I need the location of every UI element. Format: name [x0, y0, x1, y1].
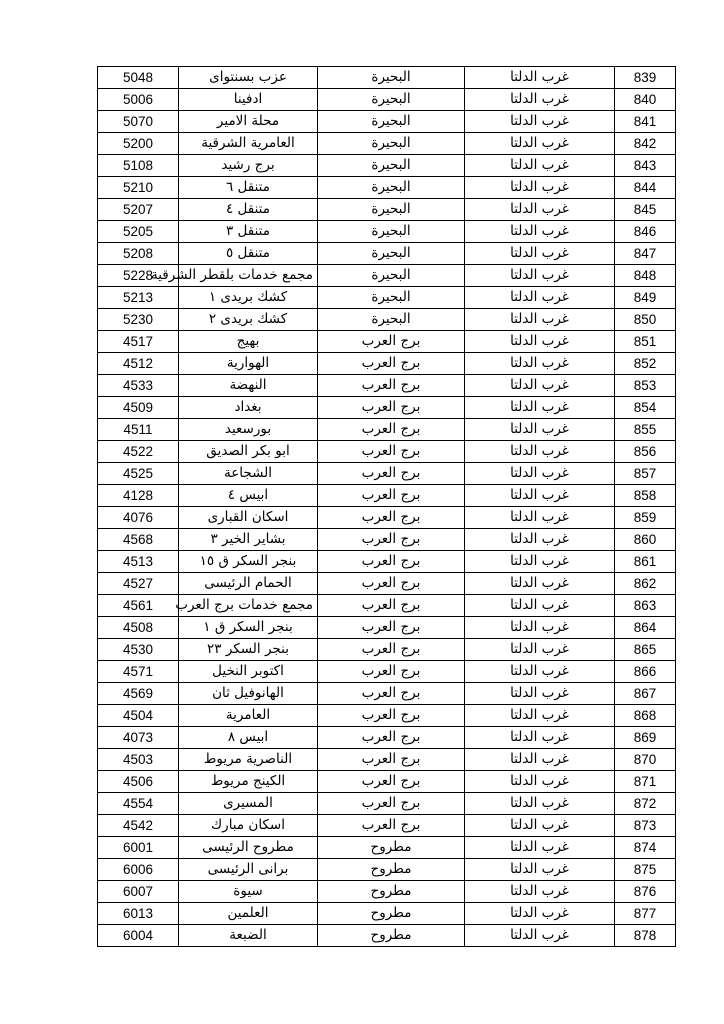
office-code-cell: 5200	[98, 133, 179, 155]
table-row	[98, 419, 676, 441]
serial-number-cell: 872	[615, 793, 676, 815]
office-code-cell: 5006	[98, 89, 179, 111]
governorate-cell: برج العرب	[318, 617, 465, 639]
office-name-cell: ابيس ٤	[179, 485, 318, 507]
office-name-cell: بهيج	[179, 331, 318, 353]
governorate-cell: البحيرة	[318, 111, 465, 133]
governorate-cell: مطروح	[318, 881, 465, 903]
serial-number-cell: 863	[615, 595, 676, 617]
office-name-cell: الحمام الرئيسى	[179, 573, 318, 595]
region-cell: غرب الدلتا	[465, 243, 615, 265]
region-cell: غرب الدلتا	[465, 199, 615, 221]
office-code-cell: 6006	[98, 859, 179, 881]
serial-number-cell: 866	[615, 661, 676, 683]
governorate-cell: برج العرب	[318, 441, 465, 463]
office-name-cell: برانى الرئيسى	[179, 859, 318, 881]
governorate-cell: برج العرب	[318, 485, 465, 507]
table-row	[98, 243, 676, 265]
office-name-cell: العامرية الشرقية	[179, 133, 318, 155]
office-name-cell: الكينج مريوط	[179, 771, 318, 793]
governorate-cell: برج العرب	[318, 749, 465, 771]
serial-number-cell: 874	[615, 837, 676, 859]
document-page	[97, 66, 664, 947]
governorate-cell: برج العرب	[318, 661, 465, 683]
serial-number-cell: 852	[615, 353, 676, 375]
governorate-cell: مطروح	[318, 837, 465, 859]
office-code-cell: 4508	[98, 617, 179, 639]
serial-number-cell: 842	[615, 133, 676, 155]
office-code-cell: 4561	[98, 595, 179, 617]
table-row	[98, 67, 676, 89]
table-row	[98, 903, 676, 925]
region-cell: غرب الدلتا	[465, 793, 615, 815]
table-row	[98, 485, 676, 507]
serial-number-cell: 864	[615, 617, 676, 639]
region-cell: غرب الدلتا	[465, 441, 615, 463]
office-code-cell: 5205	[98, 221, 179, 243]
region-cell: غرب الدلتا	[465, 837, 615, 859]
table-row	[98, 551, 676, 573]
office-name-cell: متنقل ٤	[179, 199, 318, 221]
office-name-cell: بورسعيد	[179, 419, 318, 441]
office-name-cell: الهانوفيل ثان	[179, 683, 318, 705]
table-row	[98, 265, 676, 287]
table-row	[98, 463, 676, 485]
serial-number-cell: 839	[615, 67, 676, 89]
governorate-cell: مطروح	[318, 925, 465, 947]
serial-number-cell: 873	[615, 815, 676, 837]
governorate-cell: برج العرب	[318, 331, 465, 353]
office-code-cell: 5048	[98, 67, 179, 89]
office-code-cell: 4511	[98, 419, 179, 441]
region-cell: غرب الدلتا	[465, 353, 615, 375]
table-row	[98, 573, 676, 595]
governorate-cell: برج العرب	[318, 419, 465, 441]
region-cell: غرب الدلتا	[465, 925, 615, 947]
region-cell: غرب الدلتا	[465, 815, 615, 837]
office-code-cell: 5108	[98, 155, 179, 177]
office-name-cell: مجمع خدمات بلقطر الشرقية	[179, 265, 318, 287]
post-office-table	[97, 66, 676, 947]
office-name-cell: اسكان القبارى	[179, 507, 318, 529]
office-code-cell: 4128	[98, 485, 179, 507]
serial-number-cell: 868	[615, 705, 676, 727]
office-code-cell: 6013	[98, 903, 179, 925]
governorate-cell: البحيرة	[318, 309, 465, 331]
office-code-cell: 4512	[98, 353, 179, 375]
office-name-cell: الهوارية	[179, 353, 318, 375]
table-row	[98, 89, 676, 111]
region-cell: غرب الدلتا	[465, 727, 615, 749]
governorate-cell: برج العرب	[318, 353, 465, 375]
table-row	[98, 815, 676, 837]
office-code-cell: 6004	[98, 925, 179, 947]
serial-number-cell: 871	[615, 771, 676, 793]
office-code-cell: 5207	[98, 199, 179, 221]
table-row	[98, 859, 676, 881]
office-code-cell: 4506	[98, 771, 179, 793]
region-cell: غرب الدلتا	[465, 881, 615, 903]
governorate-cell: برج العرب	[318, 463, 465, 485]
office-name-cell: متنقل ٥	[179, 243, 318, 265]
serial-number-cell: 840	[615, 89, 676, 111]
office-name-cell: برج رشيد	[179, 155, 318, 177]
office-code-cell: 4542	[98, 815, 179, 837]
serial-number-cell: 877	[615, 903, 676, 925]
region-cell: غرب الدلتا	[465, 155, 615, 177]
office-code-cell: 4517	[98, 331, 179, 353]
governorate-cell: مطروح	[318, 903, 465, 925]
office-name-cell: محلة الامير	[179, 111, 318, 133]
table-row	[98, 727, 676, 749]
serial-number-cell: 853	[615, 375, 676, 397]
office-name-cell: بنجر السكر ٢٣	[179, 639, 318, 661]
table-row	[98, 705, 676, 727]
office-code-cell: 4530	[98, 639, 179, 661]
office-name-cell: الناصرية مريوط	[179, 749, 318, 771]
table-row	[98, 771, 676, 793]
region-cell: غرب الدلتا	[465, 573, 615, 595]
table-body	[98, 67, 676, 947]
region-cell: غرب الدلتا	[465, 639, 615, 661]
table-row	[98, 287, 676, 309]
governorate-cell: برج العرب	[318, 573, 465, 595]
office-name-cell: النهضة	[179, 375, 318, 397]
office-name-cell: العامرية	[179, 705, 318, 727]
serial-number-cell: 854	[615, 397, 676, 419]
region-cell: غرب الدلتا	[465, 397, 615, 419]
governorate-cell: برج العرب	[318, 727, 465, 749]
table-row	[98, 749, 676, 771]
region-cell: غرب الدلتا	[465, 617, 615, 639]
office-code-cell: 4533	[98, 375, 179, 397]
table-row	[98, 221, 676, 243]
governorate-cell: البحيرة	[318, 133, 465, 155]
table-row	[98, 155, 676, 177]
serial-number-cell: 851	[615, 331, 676, 353]
office-name-cell: متنقل ٣	[179, 221, 318, 243]
region-cell: غرب الدلتا	[465, 705, 615, 727]
office-name-cell: ابيس ٨	[179, 727, 318, 749]
region-cell: غرب الدلتا	[465, 903, 615, 925]
table-row	[98, 375, 676, 397]
serial-number-cell: 860	[615, 529, 676, 551]
governorate-cell: مطروح	[318, 859, 465, 881]
region-cell: غرب الدلتا	[465, 463, 615, 485]
region-cell: غرب الدلتا	[465, 551, 615, 573]
office-code-cell: 5208	[98, 243, 179, 265]
region-cell: غرب الدلتا	[465, 683, 615, 705]
region-cell: غرب الدلتا	[465, 331, 615, 353]
table-row	[98, 793, 676, 815]
office-name-cell: اسكان مبارك	[179, 815, 318, 837]
region-cell: غرب الدلتا	[465, 309, 615, 331]
region-cell: غرب الدلتا	[465, 749, 615, 771]
table-row	[98, 661, 676, 683]
governorate-cell: برج العرب	[318, 595, 465, 617]
serial-number-cell: 845	[615, 199, 676, 221]
governorate-cell: برج العرب	[318, 815, 465, 837]
governorate-cell: برج العرب	[318, 507, 465, 529]
office-name-cell: العلمين	[179, 903, 318, 925]
table-row	[98, 925, 676, 947]
serial-number-cell: 856	[615, 441, 676, 463]
office-code-cell: 5230	[98, 309, 179, 331]
office-name-cell: بغداد	[179, 397, 318, 419]
serial-number-cell: 843	[615, 155, 676, 177]
governorate-cell: برج العرب	[318, 771, 465, 793]
region-cell: غرب الدلتا	[465, 111, 615, 133]
serial-number-cell: 869	[615, 727, 676, 749]
governorate-cell: برج العرب	[318, 705, 465, 727]
office-name-cell: كشك بريدى ١	[179, 287, 318, 309]
office-name-cell: كشك بريدى ٢	[179, 309, 318, 331]
region-cell: غرب الدلتا	[465, 507, 615, 529]
office-code-cell: 6001	[98, 837, 179, 859]
table-row	[98, 309, 676, 331]
region-cell: غرب الدلتا	[465, 287, 615, 309]
serial-number-cell: 847	[615, 243, 676, 265]
serial-number-cell: 875	[615, 859, 676, 881]
governorate-cell: البحيرة	[318, 265, 465, 287]
serial-number-cell: 878	[615, 925, 676, 947]
serial-number-cell: 861	[615, 551, 676, 573]
serial-number-cell: 870	[615, 749, 676, 771]
governorate-cell: برج العرب	[318, 551, 465, 573]
governorate-cell: البحيرة	[318, 199, 465, 221]
office-code-cell: 4522	[98, 441, 179, 463]
region-cell: غرب الدلتا	[465, 529, 615, 551]
office-code-cell: 4503	[98, 749, 179, 771]
region-cell: غرب الدلتا	[465, 221, 615, 243]
office-code-cell: 5070	[98, 111, 179, 133]
region-cell: غرب الدلتا	[465, 485, 615, 507]
region-cell: غرب الدلتا	[465, 133, 615, 155]
governorate-cell: برج العرب	[318, 639, 465, 661]
office-code-cell: 4513	[98, 551, 179, 573]
serial-number-cell: 862	[615, 573, 676, 595]
table-row	[98, 639, 676, 661]
office-name-cell: بنجر السكر ق ١	[179, 617, 318, 639]
region-cell: غرب الدلتا	[465, 661, 615, 683]
office-name-cell: ادفينا	[179, 89, 318, 111]
region-cell: غرب الدلتا	[465, 67, 615, 89]
governorate-cell: برج العرب	[318, 529, 465, 551]
governorate-cell: البحيرة	[318, 221, 465, 243]
table-row	[98, 353, 676, 375]
governorate-cell: البحيرة	[318, 155, 465, 177]
serial-number-cell: 841	[615, 111, 676, 133]
table-row	[98, 529, 676, 551]
table-row	[98, 617, 676, 639]
office-code-cell: 5213	[98, 287, 179, 309]
office-name-cell: ابو بكر الصديق	[179, 441, 318, 463]
region-cell: غرب الدلتا	[465, 595, 615, 617]
table-row	[98, 837, 676, 859]
serial-number-cell: 846	[615, 221, 676, 243]
office-code-cell: 6007	[98, 881, 179, 903]
table-row	[98, 441, 676, 463]
office-name-cell: بنجر السكر ق ١٥	[179, 551, 318, 573]
region-cell: غرب الدلتا	[465, 419, 615, 441]
governorate-cell: برج العرب	[318, 375, 465, 397]
table-row	[98, 397, 676, 419]
serial-number-cell: 844	[615, 177, 676, 199]
office-code-cell: 4568	[98, 529, 179, 551]
office-code-cell: 4554	[98, 793, 179, 815]
region-cell: غرب الدلتا	[465, 859, 615, 881]
serial-number-cell: 857	[615, 463, 676, 485]
office-name-cell: متنقل ٦	[179, 177, 318, 199]
serial-number-cell: 865	[615, 639, 676, 661]
region-cell: غرب الدلتا	[465, 265, 615, 287]
office-code-cell: 5210	[98, 177, 179, 199]
office-name-cell: مطروح الرئيسى	[179, 837, 318, 859]
serial-number-cell: 867	[615, 683, 676, 705]
table-row	[98, 133, 676, 155]
table-row	[98, 881, 676, 903]
serial-number-cell: 848	[615, 265, 676, 287]
office-code-cell: 5228	[98, 265, 179, 287]
serial-number-cell: 876	[615, 881, 676, 903]
serial-number-cell: 859	[615, 507, 676, 529]
governorate-cell: البحيرة	[318, 89, 465, 111]
office-code-cell: 4076	[98, 507, 179, 529]
governorate-cell: برج العرب	[318, 397, 465, 419]
office-name-cell: المسيرى	[179, 793, 318, 815]
table-row	[98, 507, 676, 529]
governorate-cell: برج العرب	[318, 793, 465, 815]
serial-number-cell: 849	[615, 287, 676, 309]
office-code-cell: 4504	[98, 705, 179, 727]
serial-number-cell: 858	[615, 485, 676, 507]
office-code-cell: 4571	[98, 661, 179, 683]
governorate-cell: برج العرب	[318, 683, 465, 705]
office-name-cell: الضبعة	[179, 925, 318, 947]
office-code-cell: 4569	[98, 683, 179, 705]
office-code-cell: 4527	[98, 573, 179, 595]
office-name-cell: سيوة	[179, 881, 318, 903]
office-code-cell: 4525	[98, 463, 179, 485]
region-cell: غرب الدلتا	[465, 771, 615, 793]
office-code-cell: 4073	[98, 727, 179, 749]
office-name-cell: بشاير الخير ٣	[179, 529, 318, 551]
table-row	[98, 331, 676, 353]
governorate-cell: البحيرة	[318, 287, 465, 309]
table-row	[98, 111, 676, 133]
governorate-cell: البحيرة	[318, 177, 465, 199]
office-name-cell: مجمع خدمات برج العرب	[179, 595, 318, 617]
table-row	[98, 595, 676, 617]
table-row	[98, 199, 676, 221]
table-row	[98, 177, 676, 199]
serial-number-cell: 850	[615, 309, 676, 331]
serial-number-cell: 855	[615, 419, 676, 441]
office-code-cell: 4509	[98, 397, 179, 419]
governorate-cell: البحيرة	[318, 67, 465, 89]
table-row	[98, 683, 676, 705]
governorate-cell: البحيرة	[318, 243, 465, 265]
region-cell: غرب الدلتا	[465, 177, 615, 199]
office-name-cell: الشجاعة	[179, 463, 318, 485]
region-cell: غرب الدلتا	[465, 375, 615, 397]
office-name-cell: اكتوبر النخيل	[179, 661, 318, 683]
office-name-cell: عزب بسنتواى	[179, 67, 318, 89]
region-cell: غرب الدلتا	[465, 89, 615, 111]
